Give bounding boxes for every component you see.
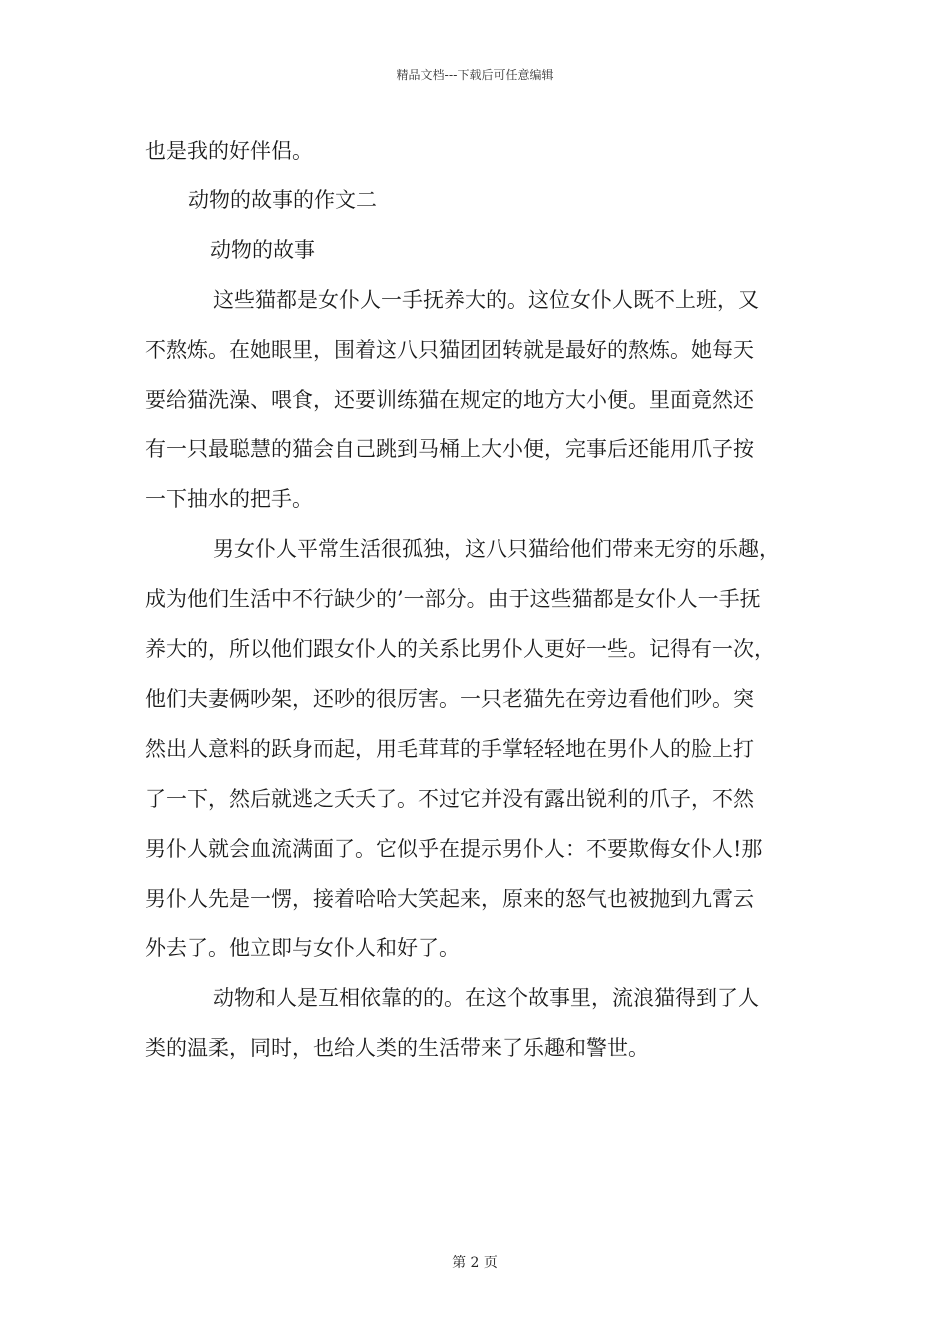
text-line: 他们夫妻俩吵架，还吵的很厉害。一只老猫先在旁边看他们吵。突 (145, 687, 754, 711)
text-line: 了一下，然后就逃之夭夭了。不过它并没有露出锐利的爪子，不然 (145, 787, 754, 811)
text-line: 男仆人就会血流满面了。它似乎在提示男仆人：不要欺侮女仆人!那 (145, 837, 763, 861)
text-line: 也是我的好伴侣。 (145, 139, 313, 163)
text-line: 这些猫都是女仆人一手抚养大的。这位女仆人既不上班，又 (213, 288, 759, 312)
page-header: 精品文档---下载后可任意编辑 (396, 68, 554, 82)
section-title: 动物的故事的作文二 (188, 188, 377, 212)
text-line: 有一只最聪慧的猫会自己跳到马桶上大小便，完事后还能用爪子按 (145, 437, 754, 461)
text-line: 男女仆人平常生活很孤独，这八只猫给他们带来无穷的乐趣， (213, 537, 780, 561)
text-line: 不熬炼。在她眼里，围着这八只猫团团转就是最好的熬炼。她每天 (145, 338, 754, 362)
text-line: 一下抽水的把手。 (145, 487, 313, 511)
text-line: 类的温柔，同时，也给人类的生活带来了乐趣和警世。 (145, 1036, 649, 1060)
text-line: 动物和人是互相依靠的的。在这个故事里，流浪猫得到了人 (213, 986, 759, 1010)
text-line: 然出人意料的跃身而起，用毛茸茸的手掌轻轻地在男仆人的脸上打 (145, 737, 754, 761)
text-line: 养大的，所以他们跟女仆人的关系比男仆人更好一些。记得有一次， (145, 637, 775, 661)
text-line: 男仆人先是一愣，接着哈哈大笑起来，原来的怒气也被抛到九霄云 (145, 887, 754, 911)
text-line: 成为他们生活中不行缺少的’一部分。由于这些猫都是女仆人一手抚 (145, 587, 761, 611)
text-line: 要给猫洗澡、喂食，还要训练猫在规定的地方大小便。里面竟然还 (145, 388, 754, 412)
text-line: 外去了。他立即与女仆人和好了。 (145, 936, 460, 960)
page-number: 第 2 页 (452, 1255, 498, 1271)
story-title: 动物的故事 (210, 238, 315, 262)
